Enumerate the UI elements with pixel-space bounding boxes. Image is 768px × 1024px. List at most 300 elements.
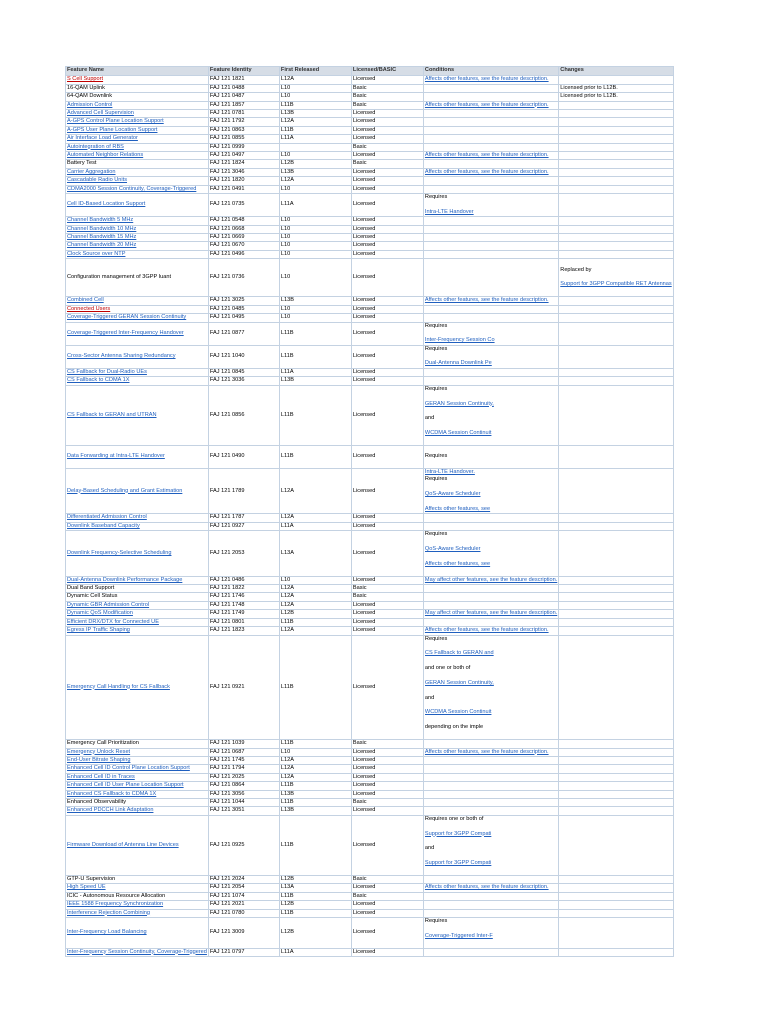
changes-cell xyxy=(559,531,673,576)
conditions-line[interactable]: GERAN Session Continuity, xyxy=(424,679,494,686)
conditions-cell xyxy=(423,807,558,815)
feature-identity-cell: FAJ 121 0921 xyxy=(208,635,279,740)
conditions-cell xyxy=(423,314,558,322)
feature-name-cell[interactable]: Enhanced Cell ID Control Plane Location Support xyxy=(66,765,209,773)
changes-cell xyxy=(559,110,673,118)
table-row xyxy=(66,531,674,576)
licensed-basic-cell: Licensed xyxy=(351,790,423,798)
feature-name-cell[interactable]: Enhanced CS Fallback to CDMA 1X xyxy=(66,790,209,798)
changes-cell xyxy=(559,126,673,134)
feature-name-cell[interactable]: Channel Bandwidth 15 MHz xyxy=(66,234,209,242)
first-released-cell: L12B xyxy=(279,160,351,168)
changes-cell xyxy=(559,177,673,185)
changes-cell xyxy=(559,773,673,781)
licensed-basic-cell: Basic xyxy=(351,798,423,806)
conditions-cell xyxy=(423,259,558,297)
feature-name-cell[interactable]: Enhanced Cell ID User Plane Location Support xyxy=(66,782,209,790)
licensed-basic-cell: Licensed xyxy=(351,118,423,126)
changes-cell xyxy=(559,618,673,626)
licensed-basic-cell: Licensed xyxy=(351,514,423,522)
feature-identity-cell: FAJ 121 0845 xyxy=(208,368,279,376)
table-row xyxy=(66,345,674,368)
conditions-line: Requires xyxy=(424,918,448,924)
licensed-basic-cell: Basic xyxy=(351,160,423,168)
changes-cell xyxy=(559,259,673,297)
table-row xyxy=(66,84,674,92)
changes-cell xyxy=(559,917,673,948)
feature-identity-cell: FAJ 121 0548 xyxy=(208,217,279,225)
feature-identity-cell: FAJ 121 0999 xyxy=(208,143,279,151)
licensed-basic-cell: Licensed xyxy=(351,807,423,815)
feature-name-cell[interactable]: Differentiated Admission Control xyxy=(66,514,209,522)
feature-name-cell[interactable]: Enhanced Cell ID in Traces xyxy=(66,773,209,781)
feature-name-cell[interactable]: CS Fallback for Dual-Radio UEs xyxy=(66,368,209,376)
licensed-basic-cell: Licensed xyxy=(351,385,423,445)
feature-name-cell[interactable]: Inter-Frequency Load Balancing xyxy=(66,917,209,948)
changes-line[interactable]: Support for 3GPP Compatible RET Antennas xyxy=(560,281,672,288)
conditions-cell xyxy=(423,242,558,250)
feature-name-cell[interactable]: A-GPS Control Plane Location Support xyxy=(66,118,209,126)
feature-name-cell: Dynamic Cell Status xyxy=(66,593,209,601)
first-released-cell: L11A xyxy=(279,368,351,376)
first-released-cell: L12B xyxy=(279,875,351,883)
changes-cell xyxy=(559,217,673,225)
licensed-basic-cell: Licensed xyxy=(351,756,423,764)
changes-cell xyxy=(559,135,673,143)
feature-name-cell[interactable]: Combined Cell xyxy=(66,297,209,305)
first-released-cell: L12A xyxy=(279,514,351,522)
feature-name-cell[interactable]: Delay-Based Scheduling and Grant Estimation xyxy=(66,469,209,514)
feature-identity-cell: FAJ 121 1792 xyxy=(208,118,279,126)
feature-identity-cell: FAJ 121 1044 xyxy=(208,798,279,806)
licensed-basic-cell: Licensed xyxy=(351,901,423,909)
feature-identity-cell: FAJ 121 1820 xyxy=(208,177,279,185)
feature-name-cell[interactable]: CS Fallback to CDMA 1X xyxy=(66,377,209,385)
conditions-line[interactable]: Affects other features, see xyxy=(424,506,491,513)
table-row xyxy=(66,297,674,305)
conditions-line[interactable]: QoS-Aware Scheduler xyxy=(424,546,481,553)
feature-identity-cell: FAJ 121 1039 xyxy=(208,740,279,748)
feature-name-cell[interactable]: CDMA2000 Session Continuity, Coverage-Triggered xyxy=(66,185,209,193)
feature-identity-cell: FAJ 121 1746 xyxy=(208,593,279,601)
first-released-cell: L12A xyxy=(279,627,351,635)
first-released-cell: L10 xyxy=(279,185,351,193)
feature-identity-cell: FAJ 121 1748 xyxy=(208,601,279,609)
conditions-line xyxy=(425,423,557,430)
feature-name-cell[interactable]: Channel Bandwidth 20 MHz xyxy=(66,242,209,250)
conditions-line: and xyxy=(424,415,435,422)
conditions-cell xyxy=(423,522,558,530)
licensed-basic-cell: Licensed xyxy=(351,168,423,176)
table-row xyxy=(66,740,674,748)
conditions-cell xyxy=(423,305,558,313)
feature-identity-cell: FAJ 121 0487 xyxy=(208,93,279,101)
conditions-line xyxy=(425,353,557,360)
conditions-cell xyxy=(423,635,558,740)
conditions-cell xyxy=(423,875,558,883)
licensed-basic-cell: Licensed xyxy=(351,250,423,258)
first-released-cell: L12A xyxy=(279,76,351,84)
changes-cell xyxy=(559,143,673,151)
table-row xyxy=(66,773,674,781)
conditions-cell xyxy=(423,815,558,875)
first-released-cell: L12A xyxy=(279,773,351,781)
changes-cell xyxy=(559,610,673,618)
feature-name-cell[interactable]: S Cell Support xyxy=(66,76,209,84)
conditions-line[interactable]: WCDMA Session Continuit xyxy=(424,709,492,716)
header-feature-identity[interactable]: Feature Identity xyxy=(208,67,279,76)
feature-name-cell[interactable]: Interference Rejection Combining xyxy=(66,909,209,917)
licensed-basic-cell: Licensed xyxy=(351,225,423,233)
licensed-basic-cell: Basic xyxy=(351,740,423,748)
first-released-cell: L10 xyxy=(279,152,351,160)
feature-identity-cell: FAJ 121 0863 xyxy=(208,126,279,134)
licensed-basic-cell: Licensed xyxy=(351,76,423,84)
conditions-cell: Affects other features, see the feature description. xyxy=(423,627,558,635)
changes-cell xyxy=(559,152,673,160)
feature-name-cell[interactable]: Advanced Cell Supervision xyxy=(66,110,209,118)
first-released-cell: L12B xyxy=(279,917,351,948)
feature-name-cell[interactable]: High Speed UE xyxy=(66,884,209,892)
feature-name-cell[interactable]: Carrier Aggregation xyxy=(66,168,209,176)
feature-name-cell[interactable]: Dynamic GBR Admission Control xyxy=(66,601,209,609)
table-row xyxy=(66,884,674,892)
licensed-basic-cell: Licensed xyxy=(351,314,423,322)
feature-identity-cell: FAJ 121 1745 xyxy=(208,756,279,764)
feature-name-cell[interactable]: Coverage-Triggered Inter-Frequency Handover xyxy=(66,322,209,345)
table-row xyxy=(66,627,674,635)
table-row xyxy=(66,815,674,875)
first-released-cell: L12A xyxy=(279,765,351,773)
changes-cell xyxy=(559,368,673,376)
first-released-cell: L10 xyxy=(279,242,351,250)
table-row xyxy=(66,118,674,126)
header-first-released[interactable]: First Released xyxy=(279,67,351,76)
changes-cell xyxy=(559,884,673,892)
licensed-basic-cell: Licensed xyxy=(351,305,423,313)
conditions-cell xyxy=(423,160,558,168)
spreadsheet xyxy=(65,66,674,957)
conditions-line xyxy=(425,201,557,208)
first-released-cell: L13A xyxy=(279,531,351,576)
first-released-cell: L10 xyxy=(279,748,351,756)
conditions-line xyxy=(425,658,557,665)
licensed-basic-cell: Basic xyxy=(351,593,423,601)
conditions-cell xyxy=(423,368,558,376)
feature-name-cell[interactable]: Cascadable Radio Units xyxy=(66,177,209,185)
conditions-cell: May affect other features, see the feature description. xyxy=(424,610,558,617)
table-row xyxy=(66,101,674,109)
first-released-cell: L11B xyxy=(279,618,351,626)
feature-identity-cell: FAJ 121 1824 xyxy=(208,160,279,168)
licensed-basic-cell: Licensed xyxy=(351,627,423,635)
feature-identity-cell: FAJ 121 3056 xyxy=(208,790,279,798)
first-released-cell: L11B xyxy=(279,322,351,345)
licensed-basic-cell: Basic xyxy=(351,875,423,883)
feature-name-cell[interactable]: IEEE 1588 Frequency Synchronization xyxy=(66,901,209,909)
table-row xyxy=(66,522,674,530)
licensed-basic-cell: Licensed xyxy=(351,242,423,250)
feature-identity-cell: FAJ 121 0490 xyxy=(208,445,279,468)
feature-identity-cell: FAJ 121 3046 xyxy=(208,168,279,176)
header-changes[interactable]: Changes xyxy=(559,67,673,76)
feature-identity-cell: FAJ 121 0670 xyxy=(208,242,279,250)
feature-name-cell[interactable]: Enhanced PDCCH Link Adaptation xyxy=(66,807,209,815)
conditions-cell xyxy=(423,892,558,900)
feature-name-cell[interactable]: Inter-Frequency Session Continuity, Coverage-Triggered xyxy=(67,948,207,955)
changes-cell xyxy=(559,748,673,756)
first-released-cell: L10 xyxy=(279,225,351,233)
table-row xyxy=(66,126,674,134)
licensed-basic-cell: Basic xyxy=(351,93,423,101)
licensed-basic-cell: Licensed xyxy=(351,126,423,134)
feature-name-cell[interactable]: Autointegration of RBS xyxy=(66,143,209,151)
feature-name-cell[interactable]: Efficient DRX/DTX for Connected UE xyxy=(66,618,209,626)
conditions-cell xyxy=(423,909,558,917)
feature-identity-cell: FAJ 121 0668 xyxy=(208,225,279,233)
feature-name-cell[interactable]: Air Interface Load Generator xyxy=(66,135,209,143)
changes-cell xyxy=(559,756,673,764)
licensed-basic-cell: Licensed xyxy=(351,815,423,875)
feature-name-cell[interactable]: Downlink Baseband Capacity xyxy=(66,522,209,530)
feature-name-cell[interactable]: Connected Users xyxy=(66,305,209,313)
conditions-line: Requires xyxy=(424,635,448,642)
feature-name-cell[interactable]: Channel Bandwidth 10 MHz xyxy=(66,225,209,233)
conditions-line[interactable]: Support for 3GPP Compati xyxy=(424,830,492,837)
feature-identity-cell: FAJ 121 0669 xyxy=(208,234,279,242)
table-row xyxy=(66,259,674,297)
conditions-line xyxy=(425,553,557,560)
licensed-basic-cell: Licensed xyxy=(351,782,423,790)
feature-identity-cell: FAJ 121 1823 xyxy=(208,627,279,635)
feature-identity-cell: FAJ 121 0496 xyxy=(208,250,279,258)
changes-cell xyxy=(559,576,673,584)
licensed-basic-cell: Licensed xyxy=(351,635,423,740)
changes-line xyxy=(560,259,671,266)
changes-cell xyxy=(559,948,673,956)
conditions-cell xyxy=(423,445,558,468)
feature-identity-cell: FAJ 121 0736 xyxy=(208,259,279,297)
feature-name-cell[interactable]: A-GPS User Plane Location Support xyxy=(66,126,209,134)
first-released-cell: L11B xyxy=(279,126,351,134)
conditions-cell xyxy=(423,377,558,385)
changes-cell xyxy=(559,377,673,385)
changes-cell xyxy=(559,514,673,522)
conditions-line[interactable]: Coverage-Triggered Inter-F xyxy=(424,932,493,939)
feature-name-cell[interactable]: Admission Control xyxy=(66,101,209,109)
conditions-cell xyxy=(423,385,558,445)
feature-name-cell[interactable]: Data Forwarding at Intra-LTE Handover xyxy=(66,445,209,468)
conditions-cell xyxy=(423,185,558,193)
table-row xyxy=(66,782,674,790)
first-released-cell: L12A xyxy=(279,756,351,764)
feature-identity-cell: FAJ 121 0856 xyxy=(208,385,279,445)
table-row xyxy=(66,748,674,756)
conditions-cell xyxy=(423,250,558,258)
feature-name-cell[interactable]: Cell ID-Based Location Support xyxy=(66,194,209,217)
licensed-basic-cell: Basic xyxy=(351,892,423,900)
conditions-line[interactable]: Dual-Antenna Downlink Pe xyxy=(424,360,492,367)
conditions-cell xyxy=(423,234,558,242)
table-row xyxy=(66,601,674,609)
conditions-cell: Affects other features, see the feature description. xyxy=(423,168,558,176)
feature-identity-cell: FAJ 121 1040 xyxy=(208,345,279,368)
changes-cell xyxy=(559,250,673,258)
conditions-line[interactable]: QoS-Aware Scheduler xyxy=(424,491,481,498)
first-released-cell: L13B xyxy=(279,377,351,385)
changes-cell xyxy=(559,593,673,601)
table-row xyxy=(66,618,674,626)
feature-name-cell[interactable]: Coverage-Triggered GERAN Session Continuity xyxy=(66,314,209,322)
header-licensed-basic[interactable]: Licensed/BASIC xyxy=(351,67,423,76)
conditions-line: Requires xyxy=(424,322,448,329)
conditions-line xyxy=(425,484,557,491)
feature-name-cell[interactable]: Egress IP Traffic Shaping xyxy=(66,627,209,635)
feature-name-cell[interactable]: Firmware Download of Antenna Line Devices xyxy=(66,815,209,875)
conditions-cell: Affects other features, see the feature description. xyxy=(423,748,558,756)
feature-name-cell[interactable]: Clock Source over NTP xyxy=(66,250,209,258)
conditions-line[interactable]: Affects other features, see xyxy=(424,560,491,567)
first-released-cell: L11A xyxy=(279,522,351,530)
licensed-basic-cell: Basic xyxy=(351,143,423,151)
changes-cell xyxy=(559,118,673,126)
first-released-cell: L10 xyxy=(279,576,351,584)
first-released-cell: L12B xyxy=(279,901,351,909)
conditions-cell xyxy=(423,601,558,609)
first-released-cell: L11B xyxy=(279,345,351,368)
conditions-line[interactable]: Support for 3GPP Compati xyxy=(424,860,492,867)
conditions-line[interactable]: Intra-LTE Handover xyxy=(424,208,474,215)
conditions-line xyxy=(425,408,557,415)
licensed-basic-cell: Licensed xyxy=(351,917,423,948)
licensed-basic-cell: Licensed xyxy=(351,618,423,626)
feature-identity-cell: FAJ 121 2024 xyxy=(208,875,279,883)
conditions-line[interactable]: GERAN Session Continuity, xyxy=(424,400,494,407)
table-row xyxy=(66,610,674,618)
feature-identity-cell: FAJ 121 0801 xyxy=(208,618,279,626)
licensed-basic-cell: Licensed xyxy=(351,194,423,217)
changes-cell xyxy=(559,601,673,609)
feature-name-cell[interactable]: Emergency Call Handling for CS Fallback xyxy=(66,635,209,740)
feature-name-cell[interactable]: CS Fallback to GERAN and UTRAN xyxy=(66,385,209,445)
licensed-basic-cell: Licensed xyxy=(351,377,423,385)
feature-identity-cell: FAJ 121 0925 xyxy=(208,815,279,875)
licensed-basic-cell: Licensed xyxy=(351,185,423,193)
first-released-cell: L11B xyxy=(279,782,351,790)
feature-name-cell[interactable]: Cross-Sector Antenna Sharing Redundancy xyxy=(66,345,209,368)
feature-identity-cell: FAJ 121 0855 xyxy=(208,135,279,143)
feature-identity-cell: FAJ 121 0864 xyxy=(208,782,279,790)
conditions-cell xyxy=(423,177,558,185)
licensed-basic-cell: Licensed xyxy=(351,773,423,781)
feature-name-cell[interactable]: Downlink Frequency-Selective Scheduling xyxy=(66,531,209,576)
conditions-cell xyxy=(423,110,558,118)
changes-line xyxy=(560,289,671,296)
changes-cell xyxy=(559,585,673,593)
feature-name-cell: Emergency Call Prioritization xyxy=(66,740,209,748)
feature-identity-cell: FAJ 121 0877 xyxy=(208,322,279,345)
changes-cell: Licensed prior to L12B. xyxy=(559,84,673,92)
feature-name-cell[interactable]: Emergency Unlock Reset xyxy=(66,748,209,756)
table-row xyxy=(66,314,674,322)
changes-cell xyxy=(559,345,673,368)
feature-identity-cell: FAJ 121 0780 xyxy=(208,909,279,917)
table-row xyxy=(66,635,674,740)
conditions-line[interactable]: Inter-Frequency Session Co xyxy=(424,337,495,344)
conditions-cell xyxy=(423,126,558,134)
licensed-basic-cell: Licensed xyxy=(351,531,423,576)
conditions-line xyxy=(425,461,557,468)
table-row xyxy=(66,225,674,233)
conditions-line xyxy=(425,437,557,444)
feature-identity-cell: FAJ 121 0797 xyxy=(208,948,279,956)
header-row xyxy=(66,67,674,76)
table-row xyxy=(66,76,674,84)
conditions-line: Requires one or both of xyxy=(424,815,484,822)
conditions-cell xyxy=(423,217,558,225)
first-released-cell: L11B xyxy=(279,445,351,468)
conditions-cell xyxy=(423,135,558,143)
feature-identity-cell: FAJ 121 3009 xyxy=(208,917,279,948)
conditions-line xyxy=(425,673,557,680)
feature-identity-cell: FAJ 121 2025 xyxy=(208,773,279,781)
table-row xyxy=(66,909,674,917)
conditions-cell xyxy=(423,765,558,773)
conditions-cell xyxy=(423,225,558,233)
conditions-line: Requires xyxy=(424,453,448,460)
conditions-line[interactable]: WCDMA Session Continuit xyxy=(424,430,492,437)
feature-name-cell[interactable]: Automated Neighbor Relations xyxy=(66,152,209,160)
first-released-cell: L11A xyxy=(279,135,351,143)
licensed-basic-cell: Licensed xyxy=(351,610,423,618)
first-released-cell: L13A xyxy=(279,884,351,892)
conditions-cell xyxy=(423,585,558,593)
changes-cell xyxy=(559,160,673,168)
conditions-line[interactable]: CS Fallback to GERAN and xyxy=(424,650,494,657)
feature-name-cell[interactable]: Dynamic QoS Modification xyxy=(66,610,209,618)
table-row xyxy=(66,234,674,242)
feature-name-cell[interactable]: Dual-Antenna Downlink Performance Package xyxy=(66,576,209,584)
conditions-line xyxy=(425,702,557,709)
changes-cell xyxy=(559,790,673,798)
changes-cell xyxy=(559,798,673,806)
feature-identity-cell: FAJ 121 3025 xyxy=(208,297,279,305)
changes-cell xyxy=(559,305,673,313)
feature-identity-cell: FAJ 121 0781 xyxy=(208,110,279,118)
conditions-line xyxy=(425,838,557,845)
conditions-cell xyxy=(423,773,558,781)
conditions-cell xyxy=(423,618,558,626)
feature-name-cell[interactable]: End-User Bitrate Shaping xyxy=(66,756,209,764)
conditions-cell: Affects other features, see the feature description. xyxy=(423,76,558,84)
changes-cell xyxy=(559,225,673,233)
table-row xyxy=(66,445,674,468)
conditions-cell xyxy=(423,593,558,601)
changes-cell xyxy=(559,782,673,790)
first-released-cell: L11B xyxy=(279,740,351,748)
changes-cell xyxy=(559,901,673,909)
licensed-basic-cell: Licensed xyxy=(351,345,423,368)
feature-name-cell[interactable]: Channel Bandwidth 5 MHz xyxy=(66,217,209,225)
licensed-basic-cell: Licensed xyxy=(351,234,423,242)
first-released-cell: L11B xyxy=(279,635,351,740)
conditions-line[interactable]: Intra-LTE Handover. xyxy=(424,469,475,476)
table-row xyxy=(66,385,674,445)
header-feature-name[interactable]: Feature Name xyxy=(66,67,209,76)
changes-cell xyxy=(559,627,673,635)
changes-line: Replaced by xyxy=(560,266,592,273)
header-conditions[interactable]: Conditions xyxy=(423,67,558,76)
